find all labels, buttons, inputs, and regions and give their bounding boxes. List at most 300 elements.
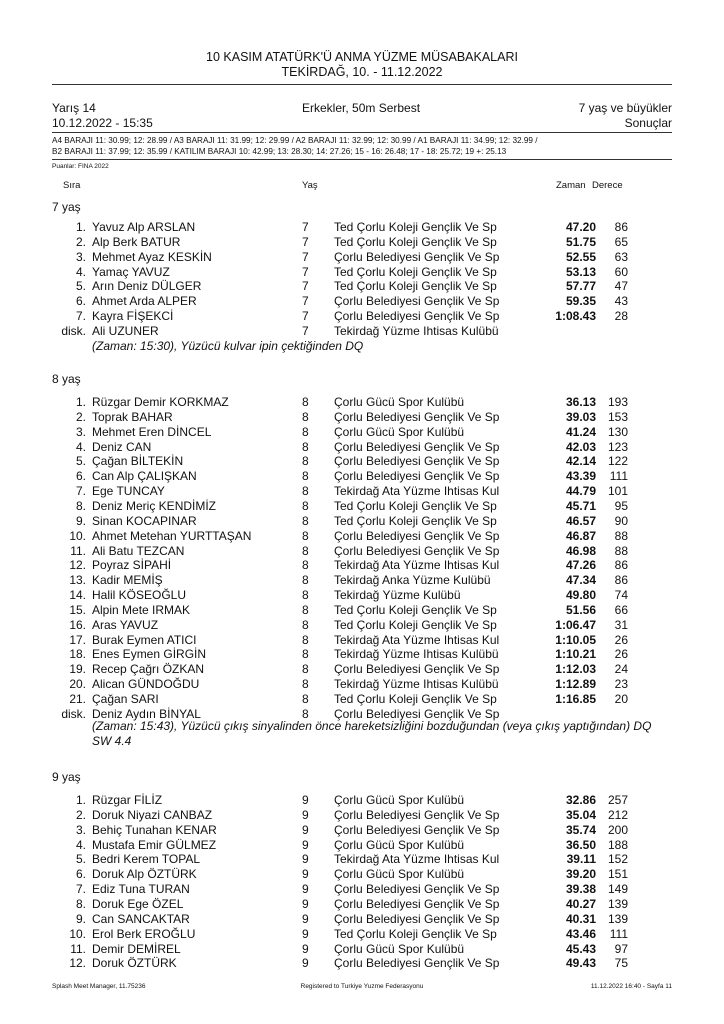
result-rank: disk. xyxy=(61,706,86,721)
age-group-label: 7 yaş xyxy=(52,200,81,214)
result-rank: disk. xyxy=(61,323,86,338)
result-time: 47.34 xyxy=(565,573,596,588)
result-time: 35.04 xyxy=(565,807,596,822)
result-row xyxy=(0,867,724,882)
column-header-time: Zaman xyxy=(556,180,586,191)
club-name: Tekirdağ Ata Yüzme Ihtisas Kul xyxy=(334,632,500,647)
result-points: 193 xyxy=(607,395,628,409)
swimmer-age: 7 xyxy=(302,309,309,324)
event-datetime: 10.12.2022 - 15:35 xyxy=(52,116,153,130)
result-points: 139 xyxy=(607,911,628,926)
result-rank: 12. xyxy=(69,558,86,573)
result-points: 74 xyxy=(614,588,628,603)
club-name: Tekirdağ Yüzme Ihtisas Kulübü xyxy=(334,677,499,692)
result-points: 20 xyxy=(614,692,628,706)
column-header-points: Derece xyxy=(592,180,623,191)
result-time: 39.03 xyxy=(565,409,596,424)
result-rank: 15. xyxy=(69,602,86,617)
result-rank: 12. xyxy=(69,956,86,971)
result-points: 200 xyxy=(607,822,628,837)
result-time: 45.71 xyxy=(565,498,596,513)
swimmer-age: 8 xyxy=(302,692,309,706)
result-points: 23 xyxy=(614,677,628,692)
result-points: 26 xyxy=(614,632,628,647)
result-row xyxy=(0,558,724,573)
result-time: 43.39 xyxy=(565,469,596,484)
swimmer-name: Doruk Ege ÖZEL xyxy=(92,896,184,911)
result-points: 101 xyxy=(607,484,628,499)
result-time: 47.20 xyxy=(565,220,596,234)
club-name: Çorlu Belediyesi Gençlik Ve Sp xyxy=(334,528,500,543)
swimmer-name: Arın Deniz DÜLGER xyxy=(92,279,202,294)
result-points: 86 xyxy=(614,558,628,573)
result-rank: 21. xyxy=(69,692,86,706)
club-name: Çorlu Belediyesi Gençlik Ve Sp xyxy=(334,439,500,454)
result-rank: 3. xyxy=(75,822,86,837)
club-name: Çorlu Belediyesi Gençlik Ve Sp xyxy=(334,807,500,822)
event-age-group: 7 yaş ve büyükler xyxy=(578,101,672,115)
club-name: Tekirdağ Ata Yüzme Ihtisas Kul xyxy=(334,558,500,573)
result-rank: 9. xyxy=(75,513,86,528)
result-rank: 16. xyxy=(69,617,86,632)
swimmer-name: Enes Eymen GİRGİN xyxy=(92,647,207,662)
result-points: 188 xyxy=(607,837,628,852)
swimmer-age: 8 xyxy=(302,662,309,677)
result-rank: 7. xyxy=(75,484,86,499)
result-rank: 17. xyxy=(69,632,86,647)
result-rank: 1. xyxy=(75,220,86,234)
result-time: 53.13 xyxy=(565,264,596,279)
result-points: 65 xyxy=(614,234,628,249)
result-points: 122 xyxy=(607,454,628,469)
club-name: Tekirdağ Ata Yüzme Ihtisas Kul xyxy=(334,852,500,867)
result-rank: 3. xyxy=(75,249,86,264)
result-time: 46.98 xyxy=(565,543,596,558)
club-name: Çorlu Belediyesi Gençlik Ve Sp xyxy=(334,911,500,926)
swimmer-name: Halil KÖSEOĞLU xyxy=(92,588,187,603)
result-points: 66 xyxy=(614,602,628,617)
result-rank: 10. xyxy=(69,926,86,941)
swimmer-age: 9 xyxy=(302,807,309,822)
result-rank: 7. xyxy=(75,882,86,897)
result-time: 36.13 xyxy=(565,395,596,409)
swimmer-age: 8 xyxy=(302,632,309,647)
result-rank: 5. xyxy=(75,454,86,469)
result-rank: 7. xyxy=(75,309,86,324)
result-points: 43 xyxy=(614,294,628,309)
club-name: Ted Çorlu Koleji Gençlik Ve Sp xyxy=(334,926,497,941)
swimmer-name: Deniz Aydın BİNYAL xyxy=(92,706,201,721)
result-rank: 2. xyxy=(75,409,86,424)
swimmer-age: 8 xyxy=(302,528,309,543)
swimmer-name: Alp Berk BATUR xyxy=(92,234,181,249)
swimmer-name: Burak Eymen ATICI xyxy=(92,632,197,647)
club-name: Çorlu Belediyesi Gençlik Ve Sp xyxy=(334,454,500,469)
result-row xyxy=(0,544,724,559)
swimmer-name: Erol Berk EROĞLU xyxy=(92,926,196,941)
result-row xyxy=(0,440,724,455)
club-name: Çorlu Belediyesi Gençlik Ve Sp xyxy=(334,956,500,971)
result-row xyxy=(0,692,724,707)
swimmer-name: Can SANCAKTAR xyxy=(92,911,190,926)
result-time: 42.03 xyxy=(565,439,596,454)
result-points: 139 xyxy=(607,896,628,911)
club-name: Ted Çorlu Koleji Gençlik Ve Sp xyxy=(334,602,497,617)
club-name: Çorlu Gücü Spor Kulübü xyxy=(334,867,465,882)
result-row xyxy=(0,633,724,648)
result-points: 24 xyxy=(614,662,628,677)
swimmer-name: Mehmet Eren DİNCEL xyxy=(92,424,212,439)
result-time: 43.46 xyxy=(565,926,596,941)
club-name: Ted Çorlu Koleji Gençlik Ve Sp xyxy=(334,220,497,234)
result-rank: 11. xyxy=(70,543,86,558)
swimmer-name: Rüzgar Demir KORKMAZ xyxy=(92,395,229,409)
club-name: Çorlu Belediyesi Gençlik Ve Sp xyxy=(334,706,500,721)
swimmer-age: 9 xyxy=(302,793,309,807)
result-rank: 6. xyxy=(75,867,86,882)
result-row xyxy=(0,220,724,235)
result-row xyxy=(0,573,724,588)
swimmer-name: Çağan SARI xyxy=(92,692,159,706)
swimmer-name: Doruk ÖZTÜRK xyxy=(92,956,177,971)
swimmer-age: 8 xyxy=(302,409,309,424)
club-name: Çorlu Belediyesi Gençlik Ve Sp xyxy=(334,309,500,324)
swimmer-name: Alpin Mete IRMAK xyxy=(92,602,191,617)
result-row xyxy=(0,793,724,808)
club-name: Ted Çorlu Koleji Gençlik Ve Sp xyxy=(334,234,497,249)
result-time: 1:16.85 xyxy=(555,692,596,706)
result-rank: 1. xyxy=(75,395,86,409)
club-name: Çorlu Belediyesi Gençlik Ve Sp xyxy=(334,469,500,484)
swimmer-name: Ediz Tuna TURAN xyxy=(92,882,190,897)
club-name: Tekirdağ Yüzme Kulübü xyxy=(334,588,461,603)
result-row xyxy=(0,852,724,867)
club-name: Çorlu Belediyesi Gençlik Ve Sp xyxy=(334,822,500,837)
club-name: Ted Çorlu Koleji Gençlik Ve Sp xyxy=(334,513,497,528)
result-points: 212 xyxy=(607,807,628,822)
result-points: 90 xyxy=(614,513,628,528)
swimmer-age: 9 xyxy=(302,926,309,941)
swimmer-age: 8 xyxy=(302,439,309,454)
result-row xyxy=(0,529,724,544)
event-number: Yarış 14 xyxy=(52,101,96,115)
result-points: 153 xyxy=(607,409,628,424)
swimmer-age: 8 xyxy=(302,484,309,499)
swimmer-name: Recep Çağrı ÖZKAN xyxy=(92,662,205,677)
swimmer-name: Mehmet Ayaz KESKİN xyxy=(92,249,212,264)
swimmer-name: Ahmet Metehan YURTTAŞAN xyxy=(92,528,252,543)
result-row xyxy=(0,265,724,280)
result-time: 44.79 xyxy=(565,484,596,499)
event-status: Sonuçlar xyxy=(624,116,672,130)
swimmer-age: 8 xyxy=(302,424,309,439)
result-rank: 1. xyxy=(75,793,86,807)
swimmer-name: Rüzgar FİLİZ xyxy=(92,793,163,807)
swimmer-name: Doruk Niyazi CANBAZ xyxy=(92,807,213,822)
result-row xyxy=(0,294,724,309)
result-rank: 4. xyxy=(75,264,86,279)
result-row xyxy=(0,882,724,897)
result-time: 46.87 xyxy=(565,528,596,543)
club-name: Çorlu Belediyesi Gençlik Ve Sp xyxy=(334,409,500,424)
swimmer-age: 8 xyxy=(302,454,309,469)
club-name: Tekirdağ Anka Yüzme Kulübü xyxy=(334,573,491,588)
result-rank: 4. xyxy=(75,837,86,852)
age-group-label: 9 yaş xyxy=(52,770,81,784)
result-row xyxy=(0,250,724,265)
result-time: 36.50 xyxy=(565,837,596,852)
result-row xyxy=(0,897,724,912)
swimmer-age: 7 xyxy=(302,249,309,264)
result-time: 49.43 xyxy=(565,956,596,971)
club-name: Çorlu Gücü Spor Kulübü xyxy=(334,395,465,409)
event-divider xyxy=(52,132,672,133)
club-name: Çorlu Belediyesi Gençlik Ve Sp xyxy=(334,249,500,264)
swimmer-age: 8 xyxy=(302,469,309,484)
result-row xyxy=(0,912,724,927)
swimmer-name: Kadir MEMİŞ xyxy=(92,573,163,588)
result-row xyxy=(0,235,724,250)
swimmer-name: Can Alp ÇALIŞKAN xyxy=(92,469,197,484)
result-points: 149 xyxy=(607,882,628,897)
footer-printed: 11.12.2022 16:40 - Sayfa 11 xyxy=(590,983,672,990)
club-name: Çorlu Belediyesi Gençlik Ve Sp xyxy=(334,543,500,558)
swimmer-name: Ali UZUNER xyxy=(92,323,159,338)
club-name: Ted Çorlu Koleji Gençlik Ve Sp xyxy=(334,279,497,294)
result-points: 86 xyxy=(614,573,628,588)
result-points: 130 xyxy=(607,424,628,439)
swimmer-name: Yavuz Alp ARSLAN xyxy=(92,220,196,234)
club-name: Çorlu Belediyesi Gençlik Ve Sp xyxy=(334,662,500,677)
club-name: Çorlu Gücü Spor Kulübü xyxy=(334,941,465,956)
result-rank: 14. xyxy=(69,588,86,603)
result-rank: 8. xyxy=(75,896,86,911)
result-row xyxy=(0,808,724,823)
result-points: 28 xyxy=(614,309,628,324)
club-name: Ted Çorlu Koleji Gençlik Ve Sp xyxy=(334,264,497,279)
result-time: 40.31 xyxy=(565,911,596,926)
club-name: Tekirdağ Ata Yüzme Ihtisas Kul xyxy=(334,484,500,499)
result-time: 52.55 xyxy=(565,249,596,264)
result-time: 51.56 xyxy=(565,602,596,617)
result-rank: 9. xyxy=(75,911,86,926)
result-points: 95 xyxy=(614,498,628,513)
swimmer-age: 9 xyxy=(302,941,309,956)
swimmer-name: Ege TUNCAY xyxy=(92,484,165,499)
document-title: 10 KASIM ATATÜRK'Ü ANMA YÜZME MÜSABAKALARI xyxy=(206,50,518,64)
club-name: Çorlu Belediyesi Gençlik Ve Sp xyxy=(334,882,500,897)
swimmer-name: Bedri Kerem TOPAL xyxy=(92,852,201,867)
club-name: Ted Çorlu Koleji Gençlik Ve Sp xyxy=(334,617,497,632)
result-rank: 2. xyxy=(75,807,86,822)
swimmer-age: 8 xyxy=(302,706,309,721)
result-row xyxy=(0,410,724,425)
result-time: 1:06.47 xyxy=(555,617,596,632)
result-time: 51.75 xyxy=(565,234,596,249)
result-time: 49.80 xyxy=(565,588,596,603)
barrier-divider xyxy=(52,159,672,160)
result-points: 97 xyxy=(614,941,628,956)
result-time: 39.38 xyxy=(565,882,596,897)
result-row xyxy=(0,484,724,499)
result-rank: 6. xyxy=(75,294,86,309)
result-row xyxy=(0,927,724,942)
club-name: Tekirdağ Yüzme Ihtisas Kulübü xyxy=(334,323,499,338)
result-points: 75 xyxy=(614,956,628,971)
swimmer-age: 9 xyxy=(302,867,309,882)
result-rank: 20. xyxy=(69,677,86,692)
result-points: 31 xyxy=(614,617,628,632)
result-time: 35.74 xyxy=(565,822,596,837)
result-row xyxy=(0,514,724,529)
swimmer-name: Mustafa Emir GÜLMEZ xyxy=(92,837,217,852)
result-time: 46.57 xyxy=(565,513,596,528)
result-row xyxy=(0,395,724,410)
result-rank: 11. xyxy=(70,941,86,956)
result-row xyxy=(0,588,724,603)
swimmer-age: 8 xyxy=(302,647,309,662)
result-row xyxy=(0,499,724,514)
result-points: 88 xyxy=(614,528,628,543)
swimmer-age: 7 xyxy=(302,279,309,294)
swimmer-age: 9 xyxy=(302,822,309,837)
result-time: 39.11 xyxy=(566,852,596,867)
footer-registered: Registered to Turkiye Yuzme Federasyonu xyxy=(300,983,424,990)
result-rank: 4. xyxy=(75,439,86,454)
result-row xyxy=(0,956,724,971)
result-points: 86 xyxy=(614,220,628,234)
column-header-age: Yaş xyxy=(302,180,318,191)
result-points: 123 xyxy=(607,439,628,454)
result-time: 32.86 xyxy=(565,793,596,807)
disqualification-note: SW 4.4 xyxy=(92,734,132,748)
club-name: Ted Çorlu Koleji Gençlik Ve Sp xyxy=(334,498,497,513)
result-points: 111 xyxy=(609,926,628,941)
result-time: 59.35 xyxy=(565,294,596,309)
swimmer-age: 8 xyxy=(302,677,309,692)
result-row xyxy=(0,942,724,957)
result-rank: 5. xyxy=(75,852,86,867)
swimmer-name: Çağan BİLTEKİN xyxy=(92,454,184,469)
result-time: 47.26 xyxy=(565,558,596,573)
swimmer-age: 7 xyxy=(302,323,309,338)
swimmer-age: 9 xyxy=(302,896,309,911)
result-row xyxy=(0,469,724,484)
result-time: 40.27 xyxy=(565,896,596,911)
swimmer-name: Deniz Meriç KENDİMİZ xyxy=(92,498,217,513)
swimmer-name: Yamaç YAVUZ xyxy=(92,264,170,279)
column-header-rank: Sıra xyxy=(63,180,81,191)
result-points: 152 xyxy=(607,852,628,867)
swimmer-name: Poyraz SİPAHİ xyxy=(92,558,172,573)
result-time: 57.77 xyxy=(565,279,596,294)
club-name: Çorlu Gücü Spor Kulübü xyxy=(334,837,465,852)
disqualification-note: (Zaman: 15:43), Yüzücü çıkış sinyalinden önce hareketsizliğini bozduğundan (veya çıkış yaptığından) DQ xyxy=(92,719,652,733)
club-name: Çorlu Belediyesi Gençlik Ve Sp xyxy=(334,896,500,911)
swimmer-age: 8 xyxy=(302,498,309,513)
result-rank: 6. xyxy=(75,469,86,484)
result-time: 1:08.43 xyxy=(555,309,596,324)
result-rank: 2. xyxy=(75,234,86,249)
result-row xyxy=(0,309,724,324)
swimmer-age: 8 xyxy=(302,602,309,617)
swimmer-age: 7 xyxy=(302,264,309,279)
result-points: 257 xyxy=(607,793,628,807)
swimmer-age: 8 xyxy=(302,558,309,573)
swimmer-age: 9 xyxy=(302,956,309,971)
club-name: Çorlu Belediyesi Gençlik Ve Sp xyxy=(334,294,500,309)
swimmer-name: Doruk Alp ÖZTÜRK xyxy=(92,867,197,882)
swimmer-name: Ali Batu TEZCAN xyxy=(92,543,185,558)
footer-software: Splash Meet Manager, 11.75236 xyxy=(52,983,146,990)
club-name: Çorlu Gücü Spor Kulübü xyxy=(334,424,465,439)
swimmer-age: 7 xyxy=(302,234,309,249)
event-name: Erkekler, 50m Serbest xyxy=(302,101,421,115)
result-time: 45.43 xyxy=(565,941,596,956)
club-name: Tekirdağ Yüzme Ihtisas Kulübü xyxy=(334,647,499,662)
result-points: 88 xyxy=(614,543,628,558)
result-time: 1:12.89 xyxy=(555,677,596,692)
result-rank: 19. xyxy=(69,662,86,677)
document-subtitle: TEKİRDAĞ, 10. - 11.12.2022 xyxy=(281,65,443,79)
age-group-label: 8 yaş xyxy=(52,372,81,386)
result-rank: 10. xyxy=(69,528,86,543)
result-points: 60 xyxy=(614,264,628,279)
result-time: 42.14 xyxy=(565,454,596,469)
swimmer-age: 8 xyxy=(302,617,309,632)
swimmer-name: Sinan KOCAPINAR xyxy=(92,513,197,528)
result-points: 111 xyxy=(609,469,628,484)
result-row xyxy=(0,324,724,339)
result-points: 26 xyxy=(614,647,628,662)
result-time: 41.24 xyxy=(565,424,596,439)
barrier-line-2: B2 BARAJI 11: 37.99; 12: 35.99 / KATILIM BARAJI 10: 42.99; 13: 28.30; 14: 27.26; 15 - 16: 26.48; 17 - 18: 25.72; 19 +: 25.13 xyxy=(52,147,507,156)
points-note: Puanlar: FINA 2022 xyxy=(52,163,109,170)
swimmer-age: 9 xyxy=(302,911,309,926)
club-name: Çorlu Gücü Spor Kulübü xyxy=(334,793,465,807)
barrier-line-1: A4 BARAJI 11: 30.99; 12: 28.99 / A3 BARAJI 11: 31.99; 12: 29.99 / A2 BARAJI 11: 32.99; 12: 30.99 / A1 BARAJI 11: 34.99; 12: 32.99 / xyxy=(52,136,538,145)
swimmer-age: 9 xyxy=(302,837,309,852)
result-time: 1:10.05 xyxy=(555,632,596,647)
result-row xyxy=(0,618,724,633)
result-points: 151 xyxy=(607,867,628,882)
result-row xyxy=(0,838,724,853)
swimmer-name: Aras YAVUZ xyxy=(92,617,159,632)
swimmer-name: Alican GÜNDOĞDU xyxy=(92,677,200,692)
header-divider xyxy=(52,84,672,85)
swimmer-age: 8 xyxy=(302,543,309,558)
swimmer-name: Demir DEMİREL xyxy=(92,941,181,956)
swimmer-age: 8 xyxy=(302,395,309,409)
result-row xyxy=(0,677,724,692)
swimmer-name: Deniz CAN xyxy=(92,439,152,454)
result-row xyxy=(0,662,724,677)
result-points: 47 xyxy=(614,279,628,294)
swimmer-name: Kayra FİŞEKCİ xyxy=(92,309,174,324)
disqualification-note: (Zaman: 15:30), Yüzücü kulvar ipin çektiğinden DQ xyxy=(92,339,364,353)
result-row xyxy=(0,425,724,440)
result-points: 63 xyxy=(614,249,628,264)
swimmer-age: 9 xyxy=(302,852,309,867)
result-row xyxy=(0,603,724,618)
result-rank: 8. xyxy=(75,498,86,513)
swimmer-age: 7 xyxy=(302,220,309,234)
result-rank: 5. xyxy=(75,279,86,294)
swimmer-age: 7 xyxy=(302,294,309,309)
result-row xyxy=(0,279,724,294)
club-name: Ted Çorlu Koleji Gençlik Ve Sp xyxy=(334,692,497,706)
swimmer-age: 8 xyxy=(302,588,309,603)
